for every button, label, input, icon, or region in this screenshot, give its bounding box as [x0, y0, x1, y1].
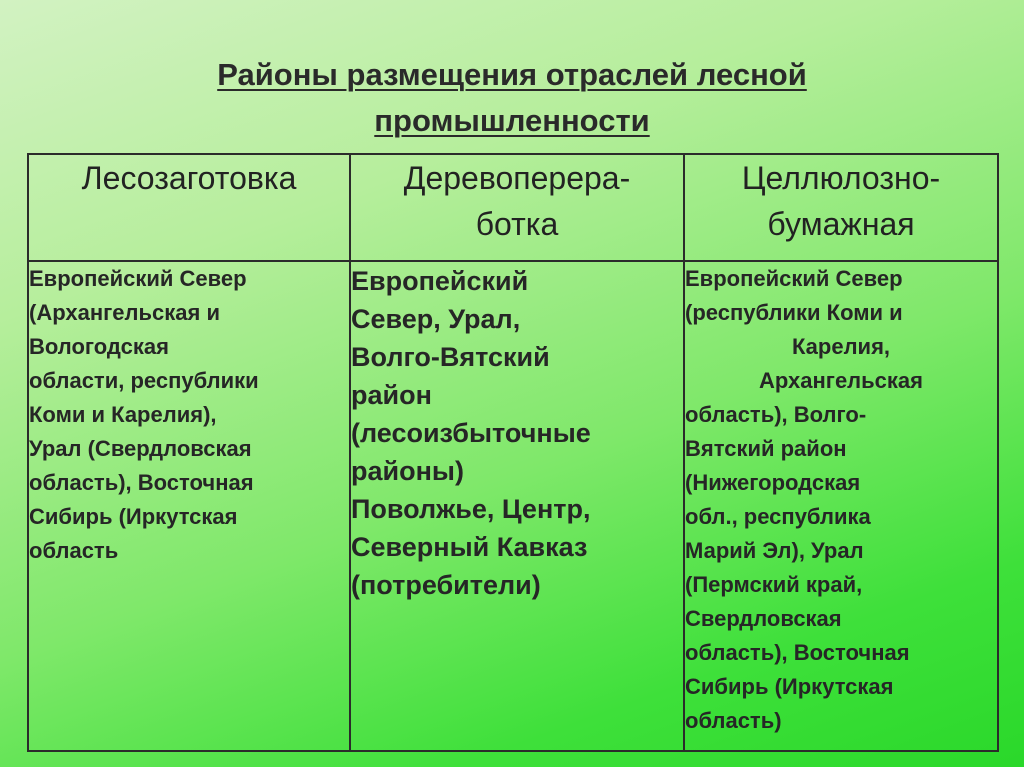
cell-line: (лесоизбыточные — [351, 418, 591, 448]
header-logging-text: Лесозаготовка — [81, 160, 297, 196]
header-logging — [28, 154, 350, 261]
slide-title — [0, 52, 1024, 144]
cell-line: Поволжье, Центр, — [351, 494, 591, 524]
cell-line: Вологодская — [29, 334, 169, 359]
header-pulp-paper-line-2: бумажная — [767, 206, 915, 242]
cell-line: область), Волго- — [685, 402, 867, 427]
cell-logging-regions — [28, 261, 350, 751]
header-woodworking-line-1: Деревоперера- — [403, 160, 631, 196]
header-woodworking — [350, 154, 684, 261]
slide-title-line-2: промышленности — [374, 103, 650, 138]
cell-line: область) — [685, 708, 782, 733]
cell-line: Урал (Свердловская — [29, 436, 252, 461]
cell-line: Волго-Вятский — [351, 342, 550, 372]
cell-line: области, республики — [29, 368, 259, 393]
cell-line: Сибирь (Иркутская — [29, 504, 238, 529]
cell-line: Европейский — [351, 266, 529, 296]
cell-line: область), Восточная — [29, 470, 254, 495]
cell-line: Сибирь (Иркутская — [685, 674, 894, 699]
header-pulp-paper — [684, 154, 998, 261]
cell-line: область — [29, 538, 119, 563]
cell-line: Свердловская — [685, 606, 842, 631]
cell-line: (республики Коми и — [685, 300, 903, 325]
cell-line: Европейский Север — [685, 266, 903, 291]
header-woodworking-line-2: ботка — [475, 206, 559, 242]
cell-line: Марий Эл), Урал — [685, 538, 864, 563]
cell-line: (Нижегородская — [685, 470, 861, 495]
cell-line: район — [351, 380, 432, 410]
cell-line: (потребители) — [351, 570, 541, 600]
cell-line: Карелия, — [791, 334, 891, 359]
cell-line: область), Восточная — [685, 640, 910, 665]
cell-line: Север, Урал, — [351, 304, 521, 334]
cell-line: Коми и Карелия), — [29, 402, 217, 427]
header-pulp-paper-line-1: Целлюлозно- — [741, 160, 941, 196]
cell-line: Европейский Север — [29, 266, 247, 291]
cell-line: Северный Кавказ — [351, 532, 588, 562]
cell-line: обл., республика — [685, 504, 871, 529]
cell-line: Вятский район — [685, 436, 847, 461]
cell-line: (Архангельская и — [29, 300, 220, 325]
cell-line: Архангельская — [758, 368, 923, 393]
table-body-row — [28, 261, 998, 751]
slide-title-line-1: Районы размещения отраслей лесной — [217, 57, 807, 92]
industry-regions-table — [27, 153, 999, 752]
table-header-row — [28, 154, 998, 261]
cell-line: районы) — [351, 456, 464, 486]
cell-line: (Пермский край, — [685, 572, 863, 597]
cell-pulp-paper-regions — [684, 261, 998, 751]
cell-woodworking-regions — [350, 261, 684, 751]
